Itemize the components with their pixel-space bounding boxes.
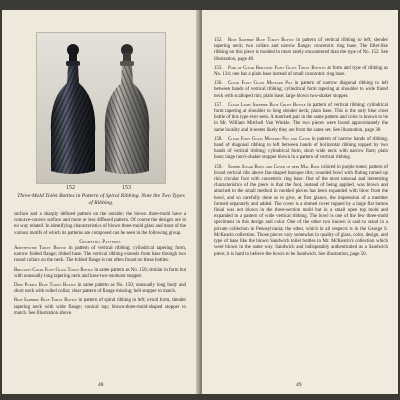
catalog-entry: 159. Superb Sugar Bowl and Cover of deep Mac Rose colored in purple tones; pattern of broad vertical ribs above fan-shaped baroque ribs; rounded bowl with fluting turned up rim; circular foot with concentric ring base. One of the most unusual and interesting characteristics of the piece is that the foot, instead of being applied, was blown and attached to the small method in molded pieces has been expanded with blow from the bowl, and so carefully done as to give, at first glance, the impression of a member formed separately and added. The cover is a domed cover topped by a large flat button finial was not blown in the three-section mold but in a small open top mold and expanded to a pattern of wide vertical ribbing. The bowl is one of the few three-mold specimens in this design and color. One of the other two known is said to stand in a private collection in Pennsylvania; the other, which in all respects is in the George S. McKearin collection. Those pieces vary somewhat in quality of glass, color, design, and type of base like the blown Sandwich toilet bottles in Mr. McKearin's collection which were blown in the same way. Sandwich and indisputably authenticated as a Sandwich piece; it is hard to believe the bowls to be Sandwich. See illustration, page 50.	[214, 164, 388, 257]
right-page	[202, 10, 398, 394]
photo-label-152: 152	[66, 185, 75, 191]
figure-caption: Three-Mold Toilet Bottles in Pattern of Spiral Ribbing. Note the Two Types of Ribbing.	[17, 193, 185, 206]
left-page	[2, 10, 198, 394]
catalog-entry: Deep Purple Blue Toilet Bottle in same pattern as No. 150; unusually long body and short neck with rolled collar; clear pattern of flange missing; bell stopper to match.	[14, 283, 186, 295]
catalog-entry: 158. Clear Flint Glass Mustard Pot and Cover in pattern of narrow bands of ribbing; band of diagonal ribbing to left between bands of horizontal ribbing topped by two bands of vertical ribbing; cylindrical form, short wide neck with narrow flare; plain base; large ram's-shaker stopper blown in a pattern of vertical ribbing.	[214, 136, 388, 161]
catalog-entry: Rich Sapphire Blue Toilet Bottle in pattern of spiral ribbing to left; ovoid form, slender tapering neck with wide flange; conical top; blown-three-mold-shaped stopper to match. See Illustration above.	[14, 298, 187, 316]
intro-paragraph: surface and a sharply defined pattern on the outside; the blown three-mold have a concave-convex surface and more or less diffused pattern. Of course the designs are in no way related. In identifying characteristics of blown three-mold glass and most of the various motifs of which its patterns are composed can be seen in the following group.	[14, 212, 186, 236]
bottle-photograph	[36, 32, 166, 184]
page-number-left: 48	[98, 382, 104, 388]
catalog-entry: 156. Clear Flint Glass Mustard Pot in pattern of narrow diagonal ribbing to left between bands of vertical ribbing; cylindrical form tapering at shoulder to wide flared neck with scalloped rim; plain base; large blown two-shaker stopper.	[214, 81, 388, 99]
catalog-entry: 152. Rich Sapphire Blue Toilet Bottle in pattern of vertical ribbing to left; slender tapering neck; two collars and narrow flange; concentric ring base. The fillet-like ribbing on this piece is molded in more rarely encountered than the type of No. 152. See illustration, page 48.	[214, 38, 388, 62]
catalog-entry: 153. Pair of Clear Brilliant Flint Glass Toilet Bottles at form and type of ribbing as No. 134; one has a plain base instead of small concentric ring base.	[214, 65, 388, 78]
right-body-text	[214, 38, 388, 261]
left-body-text	[14, 212, 186, 320]
catalog-entry: Brilliant Clear Flint Glass Toilet Bottle in same pattern as No. 150; similar in form but with unusually long tapering neck and base two-sunburst stopper.	[14, 267, 186, 279]
photo-label-153: 153	[122, 185, 131, 191]
catalog-entry: Amethystine Toilet Bottle in pattern of vertical ribbing; cylindrical tapering form, narrow folded flange; ribbed base. The vertical ribbing extends from base through two round collars on the neck. The folded flange is not often found on these bottles.	[14, 246, 186, 264]
page-number-right: 49	[296, 382, 302, 388]
catalog-entry: 157. Clear Light Sapphire Blue Cruet Bottle in pattern of vertical ribbing; cylindrical form tapering at shoulder to long slender neck; plain base. This is the only blue cruet bottle of this type ever seen. A matched pair in the same pattern and color is known to be in Mr. William Mitchell Van Winkle. The two pieces were found approximately the same locality and it seems likely they are from the same set. See illustration, page 38.	[214, 102, 388, 133]
section-heading: Geometric Patterns	[79, 239, 121, 245]
bottles-image	[37, 33, 165, 183]
